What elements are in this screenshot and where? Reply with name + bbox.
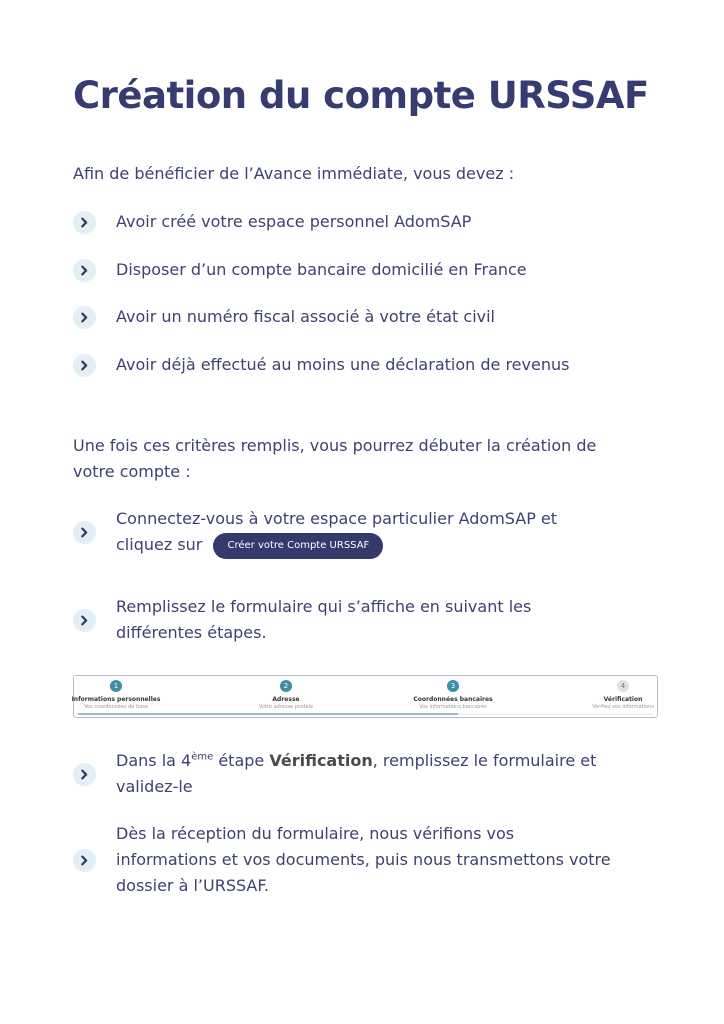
list-item xyxy=(73,304,653,330)
chevron-right-icon xyxy=(73,259,96,282)
progress-track xyxy=(78,713,653,715)
create-urssaf-account-button[interactable]: Créer votre Compte URSSAF xyxy=(213,533,383,559)
requirement-text: Avoir déjà effectué au moins une déclaration de revenus xyxy=(116,355,570,374)
step-number: 4 xyxy=(617,680,629,692)
step-subtitle: Vos informations bancaires xyxy=(419,704,487,710)
list-item xyxy=(73,209,653,235)
list-item xyxy=(73,748,653,800)
step-title: Vérification xyxy=(603,696,643,703)
stepper-step xyxy=(226,680,346,710)
form-stepper xyxy=(73,675,658,718)
requirement-text: Disposer d’un compte bancaire domicilié en France xyxy=(116,260,527,279)
step-number: 1 xyxy=(110,680,122,692)
chevron-right-icon xyxy=(73,354,96,377)
step-subtitle: Vos coordonnées de base xyxy=(84,704,148,710)
requirement-text: Avoir un numéro fiscal associé à votre état civil xyxy=(116,307,495,326)
verification-label: Vérification xyxy=(269,751,373,770)
requirement-text: Avoir créé votre espace personnel AdomSAP xyxy=(116,212,472,231)
chevron-right-icon xyxy=(73,763,96,786)
step-subtitle: Votre adresse postale xyxy=(258,704,314,710)
ordinal-suffix: ème xyxy=(191,751,214,763)
step-title: Coordonnées bancaires xyxy=(413,696,493,703)
step-3-pre: Dans la 4 xyxy=(116,751,192,770)
list-item xyxy=(73,594,653,646)
step-text xyxy=(116,506,616,559)
page-title: Création du compte URSSAF xyxy=(73,74,649,117)
list-item xyxy=(73,821,653,899)
step-subtitle: Vérifiez vos informations xyxy=(592,704,654,710)
list-item xyxy=(73,257,653,283)
step-1-text: Connectez-vous à votre espace particulier AdomSAP et cliquez sur xyxy=(116,509,558,554)
step-4-text: Dès la réception du formulaire, nous vérifions vos informations et vos documents, puis nous transmettons votre dossier à l’URSSAF. xyxy=(116,824,611,895)
step-title: Adresse xyxy=(272,696,300,703)
stepper-step xyxy=(393,680,513,710)
stepper-step xyxy=(56,680,176,710)
progress-fill xyxy=(78,713,458,715)
chevron-right-icon xyxy=(73,306,96,329)
list-item xyxy=(73,352,653,378)
chevron-right-icon xyxy=(73,849,96,872)
intro-text: Afin de bénéficier de l’Avance immédiate, vous devez : xyxy=(73,164,515,183)
step-2-text: Remplissez le formulaire qui s’affiche en suivant les différentes étapes. xyxy=(116,597,532,642)
step-3-text xyxy=(116,748,636,800)
stepper-step xyxy=(563,680,683,710)
chevron-right-icon xyxy=(73,609,96,632)
chevron-right-icon xyxy=(73,211,96,234)
list-item xyxy=(73,506,653,559)
intro-text-2: Une fois ces critères remplis, vous pourrez débuter la création de votre compte : xyxy=(73,436,597,481)
step-title: Informations personnelles xyxy=(71,696,161,703)
step-number: 3 xyxy=(447,680,459,692)
step-number: 2 xyxy=(280,680,292,692)
step-3-mid: étape xyxy=(213,751,270,770)
chevron-right-icon xyxy=(73,521,96,544)
step-3-post: , remplissez le formulaire et validez-le xyxy=(116,751,597,796)
